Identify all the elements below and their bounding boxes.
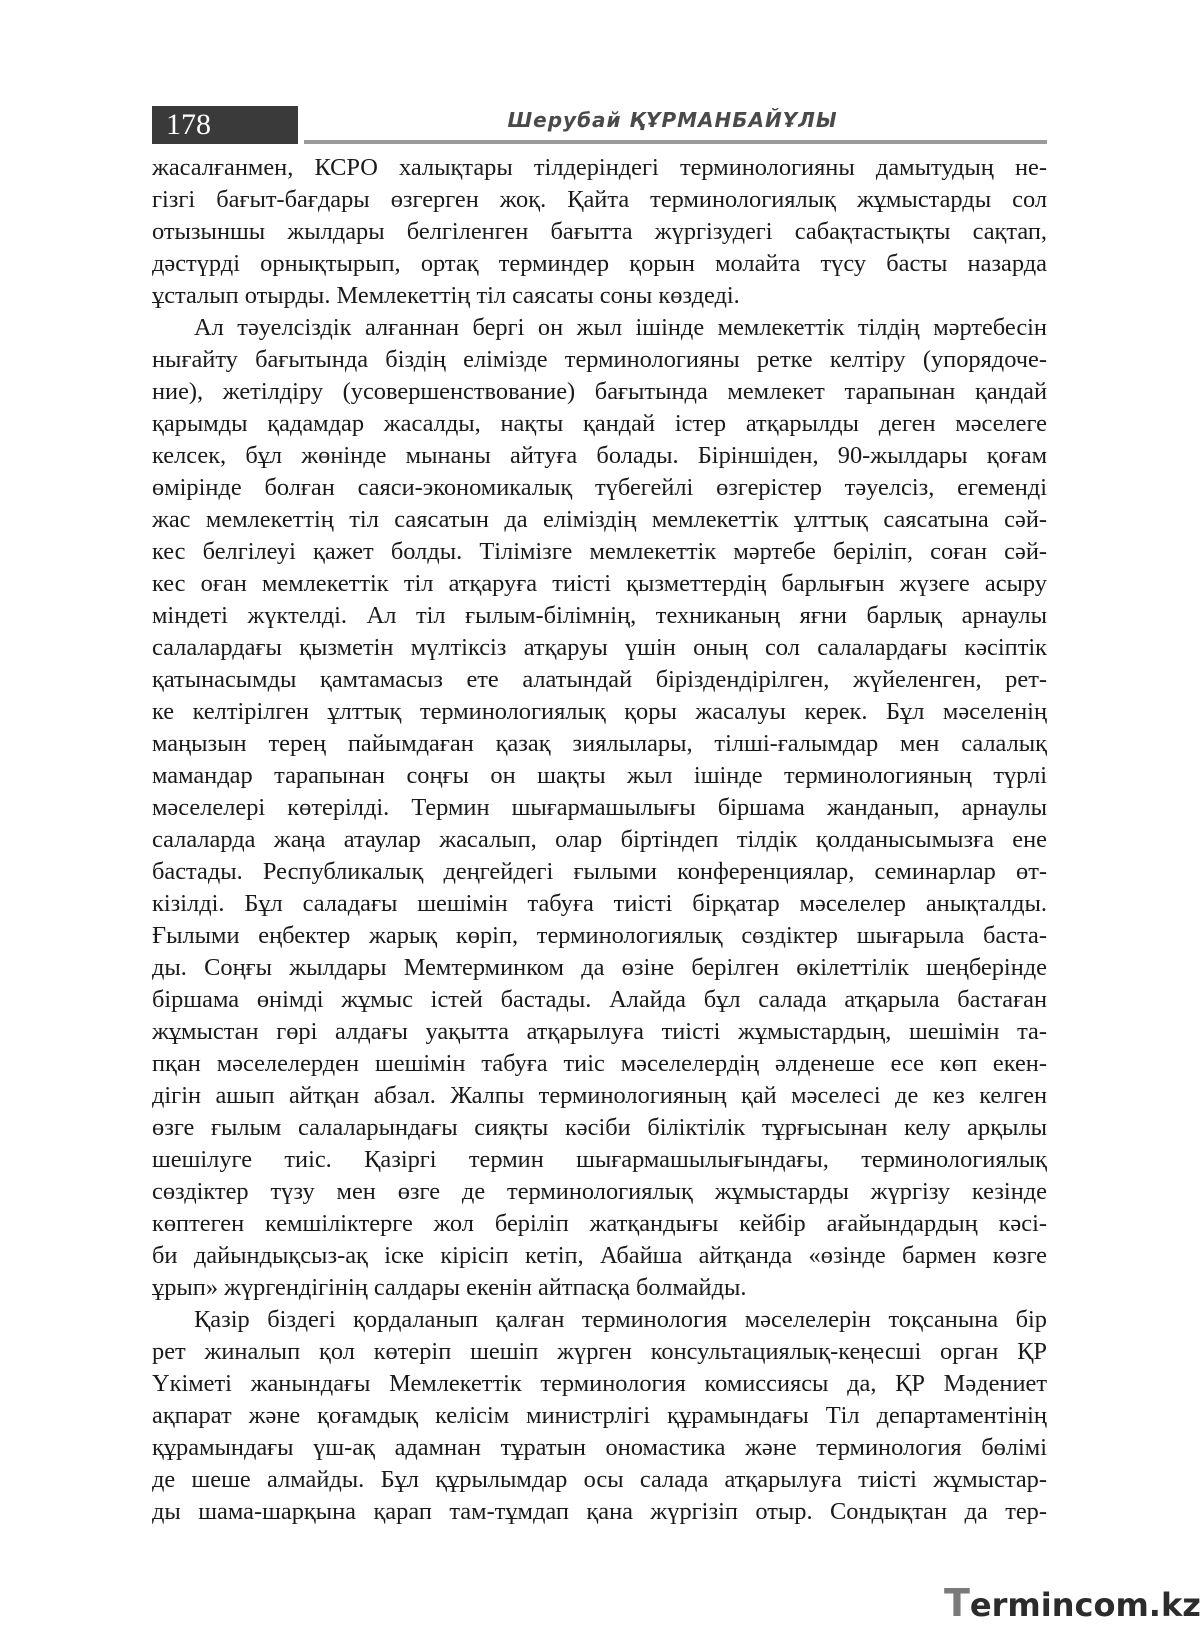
text-line: бастады. Республикалық деңгейдегі ғылыми конференциялар, семинарлар өт-: [152, 858, 1047, 885]
page-body-text: [152, 152, 1047, 1528]
text-line: ды шама-шарқына қарап там-тұмдап қана жүргізіп отыр. Сондықтан да тер-: [152, 1498, 1047, 1525]
text-line: нығайту бағытында біздің елімізде терминологияны ретке келтіру (упорядоче-: [152, 346, 1047, 373]
text-line: пқан мәселелерден шешімін табуға тиіс мәселелердің әлденеше есе көп екен-: [152, 1050, 1047, 1077]
text-line: құрамындағы үш-ақ адамнан тұратын ономастика және терминология бөлімі: [152, 1434, 1047, 1461]
text-line: ұрып» жүргендігінің салдары екенін айтпасқа болмайды.: [152, 1274, 747, 1301]
running-head-author: Шерубай ҚҰРМАНБАЙҰЛЫ: [507, 108, 838, 132]
text-line: дәстүрді орнықтырып, ортақ терминдер қорын молайта түсу басты назарда: [152, 250, 1047, 277]
text-line: жасалғанмен, КСРО халықтары тілдеріндегі терминологияны дамытудың не-: [152, 154, 1047, 181]
text-line: қарымды қадамдар жасалды, нақты қандай істер атқарылды деген мәселеге: [152, 410, 1047, 437]
text-line: отызыншы жылдары белгіленген бағытта жүргізудегі сабақтастықты сақтап,: [152, 218, 1047, 245]
text-line: де шеше алмайды. Бұл құрылымдар осы салада атқарылуға тиісті жұмыстар-: [152, 1466, 1047, 1493]
text-line: шешілуге тиіс. Қазіргі термин шығармашылығындағы, терминологиялық: [152, 1146, 1047, 1173]
text-line: ақпарат және қоғамдық келісім министрлігі құрамындағы Тіл департаментінің: [152, 1402, 1047, 1429]
text-line: гізгі бағыт-бағдары өзгерген жоқ. Қайта терминологиялық жұмыстарды сол: [152, 186, 1047, 213]
text-line: ние), жетілдіру (усовершенствование) бағытында мемлекет тарапынан қандай: [152, 378, 1047, 405]
text-line: жұмыстан гөрі алдағы уақытта атқарылуға тиісті жұмыстардың, шешімін та-: [152, 1018, 1047, 1045]
text-line: кес оған мемлекеттік тіл атқаруға тиісті қызметтердің барлығын жүзеге асыру: [152, 570, 1047, 597]
paragraph: [152, 312, 1047, 1304]
header-rule: [304, 140, 1047, 144]
text-line: кес белгілеуі қажет болды. Тілімізге мемлекеттік мәртебе беріліп, соған сәй-: [152, 538, 1047, 565]
paragraph: [152, 1304, 1047, 1528]
text-line: ды. Соңғы жылдары Мемтерминком да өзіне берілген өкілеттілік шеңберінде: [152, 954, 1047, 981]
text-line: би дайындықсыз-ақ іске кірісіп кетіп, Абайша айтқанда «өзінде бармен көзге: [152, 1242, 1047, 1269]
text-line: қатынасымды қамтамасыз ете алатындай біріздендірілген, жүйеленген, рет-: [152, 666, 1047, 693]
text-line: мәселелері көтерілді. Термин шығармашылығы біршама жанданып, арнаулы: [152, 794, 1047, 821]
page-header: [152, 106, 1047, 146]
text-line: өзге ғылым салаларындағы сияқты кәсіби біліктілік тұрғысынан келу арқылы: [152, 1114, 1047, 1141]
text-line: салалардағы қызметін мүлтіксіз атқаруы үшін оның сол салалардағы кәсіптік: [152, 634, 1047, 661]
text-line: Қазір біздегі қордаланып қалған терминология мәселелерін тоқсанына бір: [194, 1306, 1047, 1333]
text-line: сөздіктер түзу мен өзге де терминологиялық жұмыстарды жүргізу кезінде: [152, 1178, 1047, 1205]
watermark-text: ermincom.kz: [969, 1586, 1201, 1624]
text-line: Үкіметі жанындағы Мемлекеттік терминология комиссиясы да, ҚР Мәдениет: [152, 1370, 1047, 1397]
site-watermark-logo: [944, 1580, 1201, 1626]
watermark-t-mark: T: [944, 1581, 970, 1625]
text-line: ұсталып отырды. Мемлекеттің тіл саясаты соны көздеді.: [152, 282, 740, 309]
text-line: мамандар тарапынан соңғы он шақты жыл ішінде терминологияның түрлі: [152, 762, 1047, 789]
text-line: міндеті жүктелді. Ал тіл ғылым-білімнің, техниканың яғни барлық арнаулы: [152, 602, 1047, 629]
text-line: кізілді. Бұл саладағы шешімін табуға тиісті бірқатар мәселелер анықталды.: [152, 890, 1047, 917]
text-line: өмірінде болған саяси-экономикалық түбегейлі өзгерістер тәуелсіз, егеменді: [152, 474, 1047, 501]
text-line: Ал тәуелсіздік алғаннан бергі он жыл ішінде мемлекеттік тілдің мәртебесін: [194, 314, 1047, 341]
page-number: 178: [152, 106, 298, 144]
text-line: ке келтірілген ұлттық терминологиялық қоры жасалуы керек. Бұл мәселенің: [152, 698, 1047, 725]
text-line: жас мемлекеттің тіл саясатын да еліміздің мемлекеттік ұлттық саясатына сәй-: [152, 506, 1047, 533]
text-line: салаларда жаңа атаулар жасалып, олар біртіндеп тілдік қолданысымызға ене: [152, 826, 1047, 853]
text-line: дігін ашып айтқан абзал. Жалпы терминологияның қай мәселесі де кез келген: [152, 1082, 1047, 1109]
text-line: көптеген кемшіліктерге жол беріліп жатқандығы кейбір ағайындардың кәсі-: [152, 1210, 1047, 1237]
paragraph: [152, 152, 1047, 312]
text-line: келсек, бұл жөнінде мынаны айтуға болады. Біріншіден, 90-жылдары қоғам: [152, 442, 1047, 469]
text-line: Ғылыми еңбектер жарық көріп, терминологиялық сөздіктер шығарыла баста-: [152, 922, 1047, 949]
text-line: рет жиналып қол көтеріп шешіп жүрген консультациялық-кеңесші орган ҚР: [152, 1338, 1047, 1365]
text-line: біршама өнімді жұмыс істей бастады. Алайда бұл салада атқарыла бастаған: [152, 986, 1047, 1013]
text-line: маңызын терең пайымдаған қазақ зиялылары, тілші-ғалымдар мен салалық: [152, 730, 1047, 757]
